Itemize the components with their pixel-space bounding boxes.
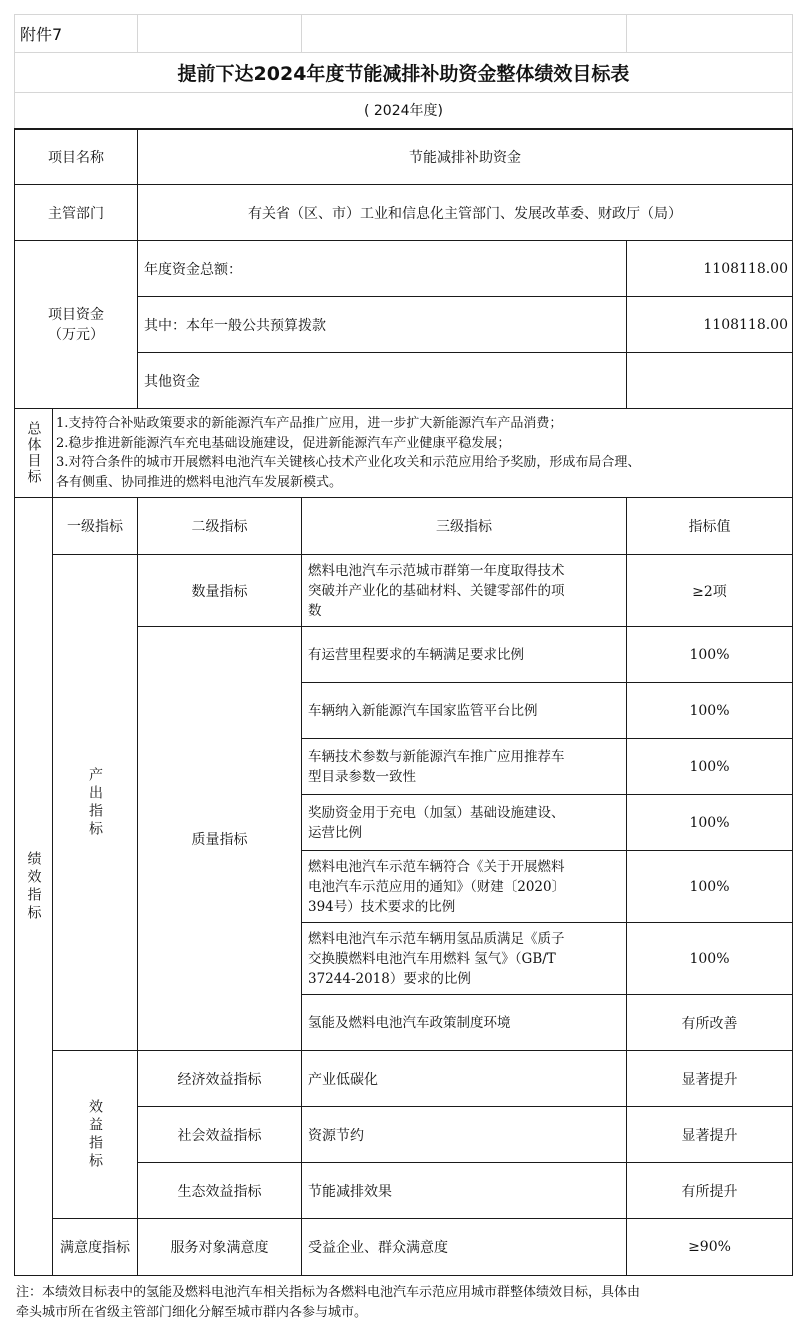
goal-line: 3.对符合条件的城市开展燃料电池汽车关键核心技术产业化攻关和示范应用给予奖励，形成布局合理、	[56, 455, 641, 470]
footnote-line: 注：本绩效目标表中的氢能及燃料电池汽车相关指标为各燃料电池汽车示范应用城市群整体绩效目标，具体由	[16, 1285, 641, 1300]
header-level2: 二级指标	[191, 519, 248, 535]
grid-line	[626, 14, 627, 52]
benefit-value: 有所提升	[681, 1183, 738, 1200]
level3-line: 型目录参数一致性	[308, 768, 416, 785]
level3-line: 氢能及燃料电池汽车政策制度环境	[308, 1014, 511, 1031]
level3-line: 电池汽车示范应用的通知》（财建〔2020〕	[308, 878, 566, 895]
satisfaction-indicator-label: 满意度指标	[60, 1240, 130, 1256]
project-name-value: 节能减排补助资金	[409, 150, 521, 166]
page-title: 提前下达2024年度节能减排补助资金整体绩效目标表	[177, 62, 630, 85]
project-name-label: 项目名称	[48, 150, 104, 166]
benefit-level2: 生态效益指标	[177, 1183, 262, 1200]
benefit-level3: 产业低碳化	[308, 1071, 378, 1088]
funds-row-value	[627, 353, 792, 408]
satisfaction-level3: 受益企业、群众满意度	[308, 1240, 448, 1256]
level3-line: 燃料电池汽车示范城市群第一年度取得技术	[308, 562, 565, 579]
quality-indicator-label: 质量指标	[191, 831, 248, 848]
perf-label: 绩效指标	[25, 850, 42, 923]
funds-label-text: 项目资金	[48, 306, 104, 323]
quality-level3	[302, 851, 626, 922]
output-indicator-label: 产出指标	[87, 766, 103, 839]
quality-level3	[302, 627, 626, 682]
level3-line: 37244-2018）要求的比例	[308, 970, 471, 987]
table-border	[792, 128, 793, 1276]
footnote-line: 牵头城市所在省级主管部门细化分解至城市群内各参与城市。	[16, 1305, 368, 1320]
goal-line: 1.支持符合补贴政策要求的新能源汽车产品推广应用，进一步扩大新能源汽车产品消费；	[56, 416, 563, 431]
footnote	[16, 1283, 796, 1327]
benefit-value: 显著提升	[681, 1127, 738, 1144]
level3-line: 有运营里程要求的车辆满足要求比例	[308, 646, 524, 663]
benefit-level3: 资源节约	[308, 1127, 364, 1144]
level3-line: 车辆纳入新能源汽车国家监管平台比例	[308, 702, 538, 719]
quality-value: 100%	[689, 702, 730, 719]
funds-row-label: 年度资金总额：	[144, 261, 242, 278]
funds-row-label: 其中：本年一般公共预算拨款	[144, 317, 326, 334]
grid-line	[137, 14, 138, 52]
quality-value: 有所改善	[681, 1015, 738, 1032]
funds-row-value: 1108118.00	[703, 260, 788, 277]
grid-line	[301, 14, 302, 52]
satisfaction-level2: 服务对象满意度	[170, 1240, 269, 1256]
goals-label: 总体目标	[25, 421, 42, 485]
header-value: 指标值	[688, 519, 731, 535]
funds-label	[15, 241, 137, 408]
level3-line: 突破并产业化的基础材料、关键零部件的项	[308, 582, 565, 599]
dept-value: 有关省（区、市）工业和信息化主管部门、发展改革委、财政厅（局）	[248, 205, 682, 222]
header-level3: 三级指标	[436, 519, 492, 535]
funds-row-value: 1108118.00	[703, 316, 788, 333]
quality-value: 100%	[689, 646, 730, 663]
goal-line: 2.稳步推进新能源汽车充电基础设施建设，促进新能源汽车产业健康平稳发展；	[56, 435, 511, 451]
quantity-value: ≥2项	[692, 583, 727, 600]
level3-line: 车辆技术参数与新能源汽车推广应用推荐车	[308, 748, 565, 765]
dept-label: 主管部门	[48, 205, 104, 222]
level3-line: 奖励资金用于充电（加氢）基础设施建设、	[308, 804, 565, 821]
funds-unit-text: （万元）	[48, 326, 104, 343]
table-border	[14, 408, 793, 409]
level3-line: 运营比例	[308, 824, 362, 841]
level3-line: 交换膜燃料电池汽车用燃料 氢气》（GB/T	[308, 950, 556, 967]
benefit-level2: 社会效益指标	[177, 1127, 262, 1144]
benefit-indicator-label: 效益指标	[87, 1098, 103, 1171]
grid-line	[14, 14, 793, 15]
quality-level3	[302, 923, 626, 994]
goal-line: 各有侧重、协同推进的燃料电池汽车发展新模式。	[56, 474, 343, 490]
quality-level3	[302, 795, 626, 850]
quality-value: 100%	[689, 878, 730, 895]
quality-level3	[302, 995, 626, 1050]
funds-row-label: 其他资金	[144, 373, 200, 390]
level3-line: 394号）技术要求的比例	[308, 898, 456, 915]
benefit-value: 显著提升	[681, 1071, 738, 1088]
level3-line: 燃料电池汽车示范车辆符合《关于开展燃料	[308, 858, 565, 875]
table-border	[52, 408, 53, 498]
quality-value: 100%	[689, 950, 730, 967]
table-border	[14, 1275, 793, 1276]
header-level1: 一级指标	[67, 519, 123, 535]
quality-level3	[302, 739, 626, 794]
quantity-indicator-label: 数量指标	[191, 583, 248, 600]
attachment-label: 附件7	[20, 24, 63, 44]
level3-line: 数	[308, 602, 322, 619]
quality-value: 100%	[689, 758, 730, 775]
page-subtitle: ( 2024年度)	[363, 103, 443, 119]
satisfaction-value: ≥90%	[688, 1239, 731, 1255]
level3-line: 燃料电池汽车示范车辆用氢品质满足《质子	[308, 930, 565, 947]
benefit-level2: 经济效益指标	[177, 1071, 262, 1088]
quality-level3	[302, 683, 626, 738]
quality-value: 100%	[689, 814, 730, 831]
quantity-level3	[302, 555, 626, 626]
benefit-level3: 节能减排效果	[308, 1183, 392, 1200]
goals-text	[56, 414, 790, 494]
